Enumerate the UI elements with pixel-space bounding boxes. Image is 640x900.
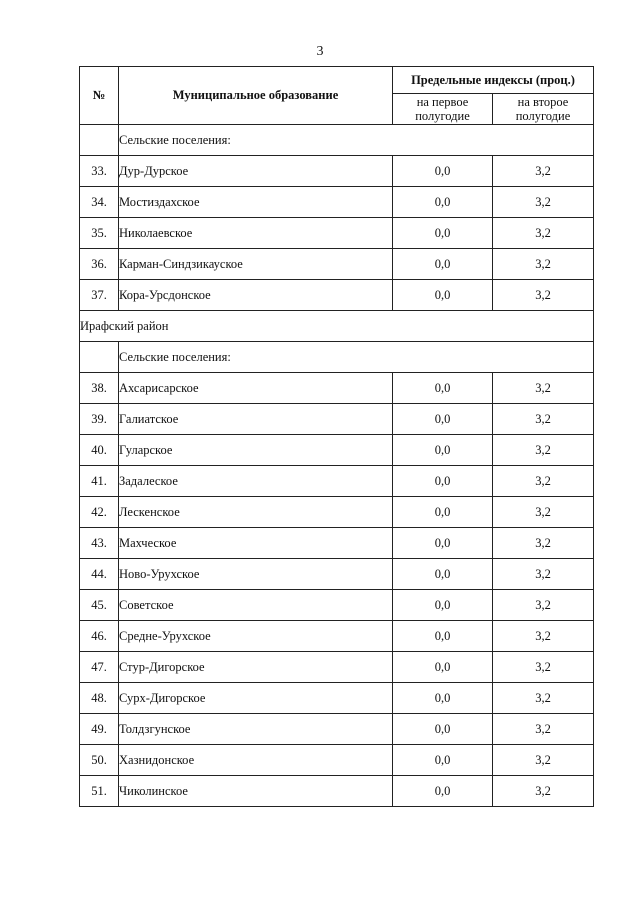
municipality-name: Махческое xyxy=(119,528,393,559)
first-half-value: 0,0 xyxy=(393,559,493,590)
district-label: Ирафский район xyxy=(80,311,594,342)
municipality-name: Галиатское xyxy=(119,404,393,435)
table-row xyxy=(80,497,594,528)
row-number: 49. xyxy=(80,714,119,745)
second-half-value: 3,2 xyxy=(493,187,594,218)
second-half-value: 3,2 xyxy=(493,373,594,404)
row-number: 35. xyxy=(80,218,119,249)
district-row xyxy=(80,311,594,342)
municipality-name: Советское xyxy=(119,590,393,621)
row-number: 50. xyxy=(80,745,119,776)
first-half-value: 0,0 xyxy=(393,528,493,559)
first-half-value: 0,0 xyxy=(393,280,493,311)
table-row xyxy=(80,218,594,249)
municipality-name: Мостиздахское xyxy=(119,187,393,218)
limit-indices-table xyxy=(79,66,594,807)
row-number: 43. xyxy=(80,528,119,559)
second-half-value: 3,2 xyxy=(493,466,594,497)
empty-number-cell xyxy=(80,125,119,156)
header-number: № xyxy=(80,67,119,125)
header-municipality: Муниципальное образование xyxy=(119,67,393,125)
table-row xyxy=(80,621,594,652)
row-number: 48. xyxy=(80,683,119,714)
first-half-value: 0,0 xyxy=(393,621,493,652)
first-half-value: 0,0 xyxy=(393,466,493,497)
second-half-value: 3,2 xyxy=(493,652,594,683)
table-row xyxy=(80,466,594,497)
table-row xyxy=(80,559,594,590)
row-number: 47. xyxy=(80,652,119,683)
table-row xyxy=(80,528,594,559)
second-half-value: 3,2 xyxy=(493,683,594,714)
table-body xyxy=(80,125,594,807)
first-half-value: 0,0 xyxy=(393,373,493,404)
second-half-value: 3,2 xyxy=(493,528,594,559)
first-half-value: 0,0 xyxy=(393,714,493,745)
first-half-value: 0,0 xyxy=(393,435,493,466)
municipality-name: Карман-Синдзикауское xyxy=(119,249,393,280)
first-half-value: 0,0 xyxy=(393,776,493,807)
section-label: Сельские поселения: xyxy=(119,125,594,156)
table-row xyxy=(80,280,594,311)
table-row xyxy=(80,683,594,714)
second-half-value: 3,2 xyxy=(493,280,594,311)
section-label: Сельские поселения: xyxy=(119,342,594,373)
row-number: 33. xyxy=(80,156,119,187)
table-row xyxy=(80,435,594,466)
first-half-value: 0,0 xyxy=(393,745,493,776)
first-half-value: 0,0 xyxy=(393,218,493,249)
second-half-value: 3,2 xyxy=(493,156,594,187)
municipality-name: Кора-Урсдонское xyxy=(119,280,393,311)
second-half-value: 3,2 xyxy=(493,218,594,249)
first-half-value: 0,0 xyxy=(393,187,493,218)
first-half-value: 0,0 xyxy=(393,683,493,714)
section-row xyxy=(80,125,594,156)
second-half-value: 3,2 xyxy=(493,590,594,621)
header-indices: Предельные индексы (проц.) xyxy=(393,67,594,94)
row-number: 42. xyxy=(80,497,119,528)
second-half-value: 3,2 xyxy=(493,435,594,466)
table-row xyxy=(80,156,594,187)
row-number: 40. xyxy=(80,435,119,466)
second-half-value: 3,2 xyxy=(493,714,594,745)
first-half-value: 0,0 xyxy=(393,652,493,683)
empty-number-cell xyxy=(80,342,119,373)
first-half-value: 0,0 xyxy=(393,590,493,621)
section-row xyxy=(80,342,594,373)
table-row xyxy=(80,249,594,280)
second-half-value: 3,2 xyxy=(493,497,594,528)
municipality-name: Чиколинское xyxy=(119,776,393,807)
municipality-name: Толдзгунское xyxy=(119,714,393,745)
first-half-value: 0,0 xyxy=(393,156,493,187)
municipality-name: Лескенское xyxy=(119,497,393,528)
table-header xyxy=(80,67,594,125)
row-number: 46. xyxy=(80,621,119,652)
municipality-name: Средне-Урухское xyxy=(119,621,393,652)
row-number: 51. xyxy=(80,776,119,807)
municipality-name: Николаевское xyxy=(119,218,393,249)
first-half-value: 0,0 xyxy=(393,404,493,435)
municipality-name: Дур-Дурское xyxy=(119,156,393,187)
table-row xyxy=(80,776,594,807)
municipality-name: Ново-Урухское xyxy=(119,559,393,590)
table-row xyxy=(80,590,594,621)
first-half-value: 0,0 xyxy=(393,249,493,280)
table-row xyxy=(80,745,594,776)
row-number: 45. xyxy=(80,590,119,621)
page-number: 3 xyxy=(316,44,324,59)
second-half-value: 3,2 xyxy=(493,404,594,435)
municipality-name: Сурх-Дигорское xyxy=(119,683,393,714)
row-number: 39. xyxy=(80,404,119,435)
row-number: 37. xyxy=(80,280,119,311)
row-number: 44. xyxy=(80,559,119,590)
table-row xyxy=(80,652,594,683)
municipality-name: Ахсарисарское xyxy=(119,373,393,404)
row-number: 38. xyxy=(80,373,119,404)
first-half-value: 0,0 xyxy=(393,497,493,528)
second-half-value: 3,2 xyxy=(493,745,594,776)
municipality-name: Гуларское xyxy=(119,435,393,466)
municipality-name: Хазнидонское xyxy=(119,745,393,776)
second-half-value: 3,2 xyxy=(493,559,594,590)
table-row xyxy=(80,187,594,218)
second-half-value: 3,2 xyxy=(493,249,594,280)
second-half-value: 3,2 xyxy=(493,776,594,807)
table-row xyxy=(80,714,594,745)
second-half-value: 3,2 xyxy=(493,621,594,652)
row-number: 36. xyxy=(80,249,119,280)
table-row xyxy=(80,404,594,435)
municipality-name: Задалеское xyxy=(119,466,393,497)
row-number: 34. xyxy=(80,187,119,218)
header-second-half: на второе полугодие xyxy=(493,94,594,125)
table-row xyxy=(80,373,594,404)
municipality-name: Стур-Дигорское xyxy=(119,652,393,683)
row-number: 41. xyxy=(80,466,119,497)
header-first-half: на первое полугодие xyxy=(393,94,493,125)
